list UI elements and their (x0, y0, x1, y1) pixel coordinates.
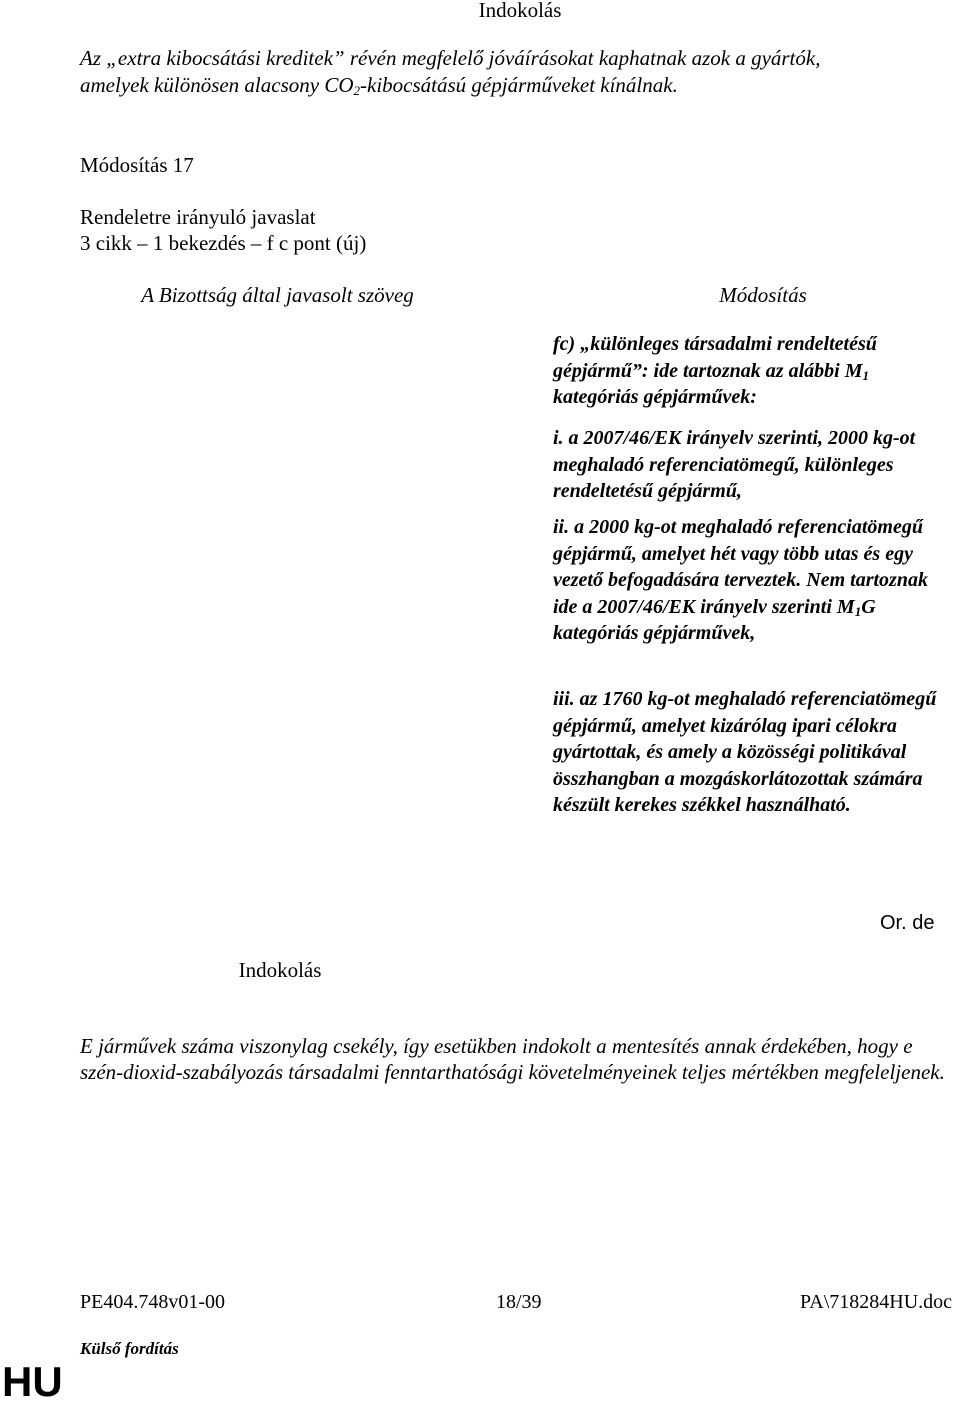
left-column-header: A Bizottság által javasolt szöveg (141, 283, 414, 307)
top-justification-line2 (80, 72, 678, 98)
amended-text-item-i: i. a 2007/46/EK irányelv szerinti, 2000 kg-ot meghaladó referenciatömegű, különleges rendeltetésű gépjármű, (553, 427, 916, 502)
amended-text-item-iii: iii. az 1760 kg-ot meghaladó referenciatömegű gépjármű, amelyet kizárólag ipari célokra gyártottak, és amely a közösségi politikával összhangban a mozgáskorlátozottak számára készült kerekes székkel használható. (553, 688, 937, 816)
line2-text-b: -kibocsátású gépjárműveket kínálnak. (360, 73, 678, 97)
bottom-justification-text: E járművek száma viszonylag csekély, így esetükben indokolt a mentesítés annak érdekében, hogy e szén-dioxid-szabályozás társadalmi fenntarthatósági követelményeinek teljes mértékben megfeleljenek. (80, 1034, 945, 1084)
amended-text-item-ii (553, 514, 948, 647)
footer-doc-number: PE404.748v01-00 (80, 1291, 225, 1313)
bottom-justification-heading: Indokolás (238, 958, 322, 982)
footer-language-code: HU (2, 1358, 63, 1405)
footer-file-ref: PA\718284HU.doc (800, 1291, 953, 1313)
amendment-number: Módosítás 17 (80, 153, 194, 177)
item-ii-text-b: G kategóriás gépjárművek, (553, 595, 876, 644)
item-ii-text-a: ii. a 2000 kg-ot meghaladó referenciatömegű gépjármű, amelyet hét vagy több utas és egy vezető befogadására terveztek. Nem tartoznak ide a 2007/46/EK irányelv szerinti M (553, 516, 928, 618)
amendment-reference: 3 cikk – 1 bekezdés – f c pont (új) (80, 231, 367, 255)
footer-translation-note: Külső fordítás (80, 1339, 179, 1358)
right-column-header: Módosítás (719, 283, 807, 307)
fc-text-a: fc) „különleges társadalmi rendeltetésű gépjármű”: ide tartoznak az alábbi M (553, 333, 877, 382)
line2-text-a: amelyek különösen alacsony CO (80, 73, 354, 97)
fc-text-b: kategóriás gépjárművek: (553, 386, 757, 408)
m1-subscript: 1 (862, 367, 869, 383)
top-justification-line1: Az „extra kibocsátási kreditek” révén megfelelő jóváírásokat kaphatnak azok a gyártók, (80, 46, 821, 70)
footer-page-number: 18/39 (496, 1291, 542, 1313)
amendment-proposal: Rendeletre irányuló javaslat (80, 205, 316, 229)
amended-text-fc (553, 331, 948, 411)
top-justification-heading: Indokolás (478, 0, 562, 22)
m1g-subscript: 1 (854, 603, 862, 619)
original-language: Or. de (880, 912, 935, 934)
co2-subscript: 2 (353, 83, 361, 98)
